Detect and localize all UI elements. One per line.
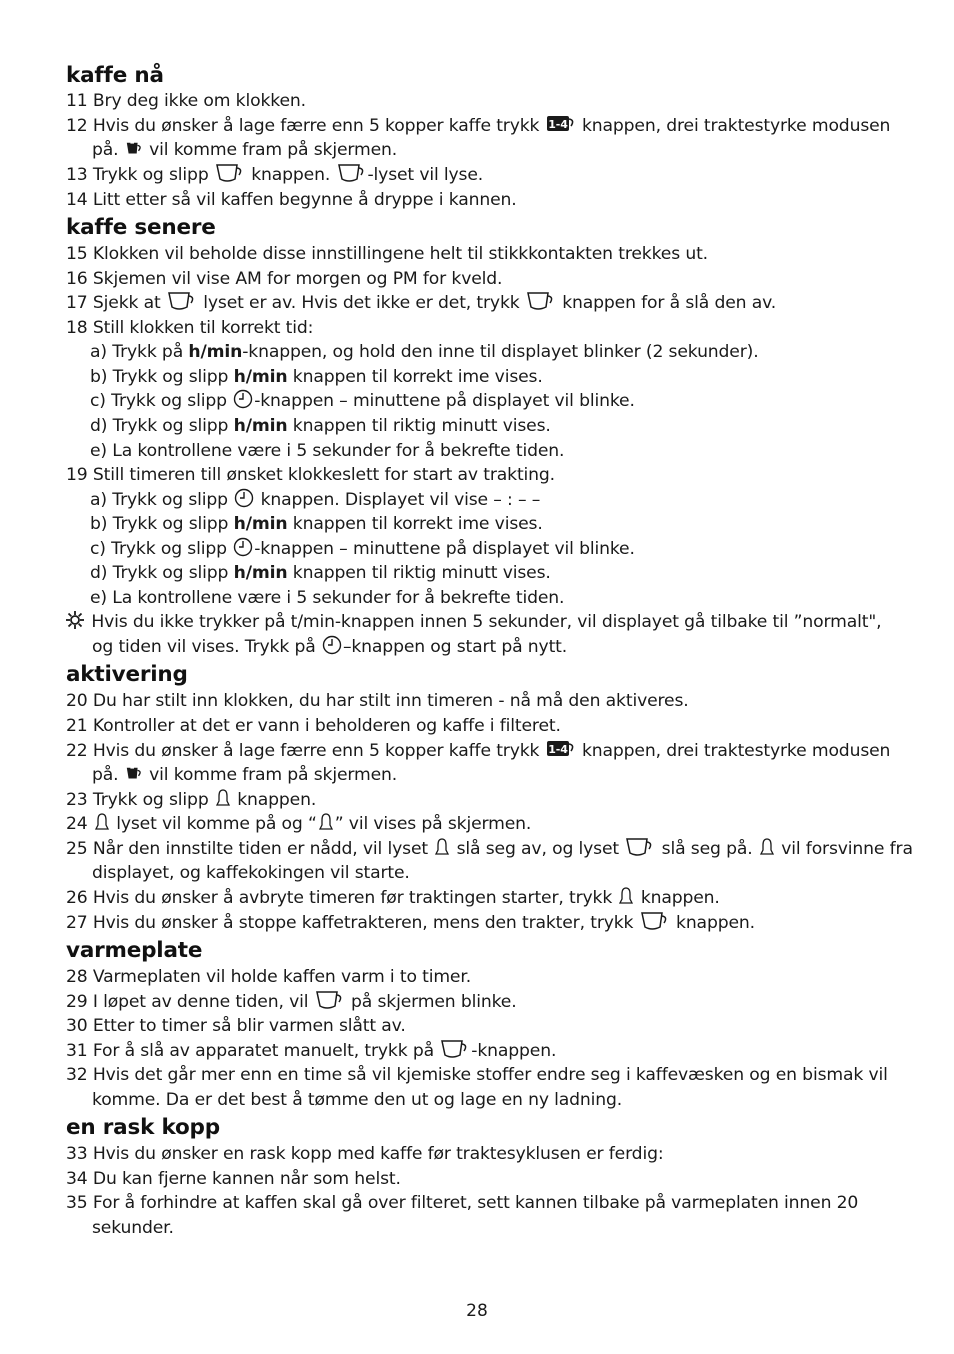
step-18d: d) Trykk og slipp h/min knappen til riktig minutt vises. <box>90 416 551 436</box>
cup-icon <box>526 291 556 311</box>
step-18a: a) Trykk på h/min-knappen, og hold den inne til displayet blinker (2 sekunder). <box>90 342 759 362</box>
step-15: 15 Klokken vil beholde disse innstillingene helt til stikkkontakten trekkes ut. <box>66 244 708 264</box>
step-18: 18 Still klokken til korrekt tid: <box>66 318 314 338</box>
step-17: 17 Sjekk at lyset er av. Hvis det ikke er det, trykk knappen for å slå den av. <box>66 293 777 313</box>
strength-1-4-icon <box>546 739 576 759</box>
tip-note: Hvis du ikke trykker på t/min-knappen innen 5 sekunder, vil displayet gå tilbake til ”normalt", <box>64 610 881 634</box>
clock-icon <box>234 488 254 508</box>
section-heading-en-rask-kopp: en rask kopp <box>66 1115 220 1140</box>
step-12-cont: på. vil komme fram på skjermen. <box>92 140 398 160</box>
step-19a: a) Trykk og slipp knappen. Displayet vil vise – : – – <box>90 490 541 510</box>
cup-icon <box>337 163 367 183</box>
step-27: 27 Hvis du ønsker å stoppe kaffetrakteren, mens den trakter, trykk knappen. <box>66 913 755 933</box>
step-30: 30 Etter to timer så blir varmen slått av. <box>66 1016 406 1036</box>
strength-indicator-icon <box>125 140 143 158</box>
section-heading-kaffe-na: kaffe nå <box>66 63 164 88</box>
tip-sun-icon <box>65 610 85 630</box>
clock-icon <box>233 389 253 409</box>
cup-icon <box>315 990 345 1010</box>
step-31: 31 For å slå av apparatet manuelt, trykk på -knappen. <box>66 1041 557 1061</box>
step-19c: c) Trykk og slipp -knappen – minuttene på displayet vil blinke. <box>90 539 635 559</box>
section-heading-aktivering: aktivering <box>66 662 188 687</box>
cup-icon <box>640 911 670 931</box>
step-18e: e) La kontrollene være i 5 sekunder for å bekrefte tiden. <box>90 441 565 461</box>
step-22: 22 Hvis du ønsker å lage færre enn 5 kopper kaffe trykk knappen, drei traktestyrke modusen <box>66 741 891 761</box>
step-26: 26 Hvis du ønsker å avbryte timeren før traktingen starter, trykk knappen. <box>66 888 720 908</box>
cup-icon <box>215 163 245 183</box>
step-19: 19 Still timeren till ønsket klokkeslett for start av trakting. <box>66 465 555 485</box>
bell-timer-icon <box>434 837 450 857</box>
step-23: 23 Trykk og slipp knappen. <box>66 790 317 810</box>
step-33: 33 Hvis du ønsker en rask kopp med kaffe før traktesyklusen er ferdig: <box>66 1144 664 1164</box>
cup-icon <box>440 1039 470 1059</box>
step-34: 34 Du kan fjerne kannen når som helst. <box>66 1169 401 1189</box>
step-21: 21 Kontroller at det er vann i beholderen og kaffe i filteret. <box>66 716 561 736</box>
step-32-cont: komme. Da er det best å tømme den ut og lage en ny ladning. <box>92 1090 623 1110</box>
strength-indicator-icon <box>125 765 143 783</box>
step-14: 14 Litt etter så vil kaffen begynne å dryppe i kannen. <box>66 190 517 210</box>
bell-timer-icon <box>94 812 110 832</box>
step-35-cont: sekunder. <box>92 1218 174 1238</box>
cup-icon <box>167 291 197 311</box>
clock-icon <box>233 537 253 557</box>
bell-timer-icon <box>618 886 634 906</box>
strength-1-4-icon <box>546 114 576 134</box>
step-25: 25 Når den innstilte tiden er nådd, vil lyset slå seg av, og lyset slå seg på. vil forsvinne fra <box>66 839 913 859</box>
step-29: 29 I løpet av denne tiden, vil på skjermen blinke. <box>66 992 517 1012</box>
step-32: 32 Hvis det går mer enn en time så vil kjemiske stoffer endre seg i kaffevæsken og en bismak vil <box>66 1065 888 1085</box>
bell-timer-icon <box>215 788 231 808</box>
clock-icon <box>322 635 342 655</box>
step-12: 12 Hvis du ønsker å lage færre enn 5 kopper kaffe trykk knappen, drei traktestyrke modusen <box>66 116 891 136</box>
bell-timer-icon <box>318 812 334 832</box>
step-19e: e) La kontrollene være i 5 sekunder for å bekrefte tiden. <box>90 588 565 608</box>
page-number: 28 <box>466 1301 488 1321</box>
step-11: 11 Bry deg ikke om klokken. <box>66 91 306 111</box>
section-heading-varmeplate: varmeplate <box>66 938 203 963</box>
step-18b: b) Trykk og slipp h/min knappen til korrekt ime vises. <box>90 367 543 387</box>
step-22-cont: på. vil komme fram på skjermen. <box>92 765 398 785</box>
cup-icon <box>625 837 655 857</box>
step-16: 16 Skjemen vil vise AM for morgen og PM for kveld. <box>66 269 503 289</box>
step-20: 20 Du har stilt inn klokken, du har stilt inn timeren - nå må den aktiveres. <box>66 691 689 711</box>
step-28: 28 Varmeplaten vil holde kaffen varm i to timer. <box>66 967 472 987</box>
tip-note-cont: og tiden vil vises. Trykk på –knappen og start på nytt. <box>92 637 568 657</box>
step-25-cont: displayet, og kaffekokingen vil starte. <box>92 863 410 883</box>
section-heading-kaffe-senere: kaffe senere <box>66 215 216 240</box>
step-24: 24 lyset vil komme på og “ ” vil vises på skjermen. <box>66 814 532 834</box>
step-19d: d) Trykk og slipp h/min knappen til riktig minutt vises. <box>90 563 551 583</box>
step-19b: b) Trykk og slipp h/min knappen til korrekt ime vises. <box>90 514 543 534</box>
step-13: 13 Trykk og slipp knappen. -lyset vil lyse. <box>66 165 484 185</box>
bell-timer-icon <box>759 837 775 857</box>
step-18c: c) Trykk og slipp -knappen – minuttene på displayet vil blinke. <box>90 391 635 411</box>
step-35: 35 For å forhindre at kaffen skal gå over filteret, sett kannen tilbake på varmeplaten innen 20 <box>66 1193 859 1213</box>
